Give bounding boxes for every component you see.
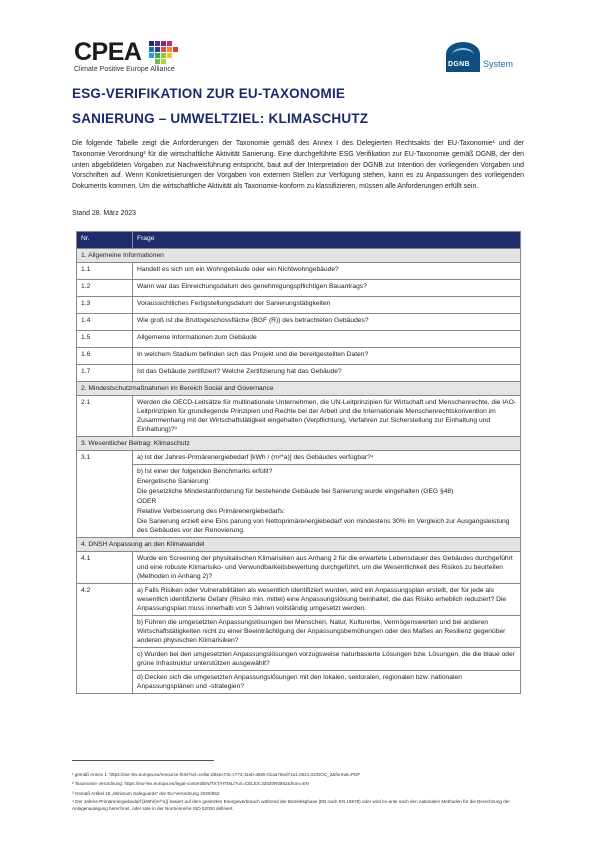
intro-paragraph: Die folgende Tabelle zeigt die Anforderungen der Taxonomie gemäß des Annex I des Delegierten Rechtsakts der EU-Taxonomie¹ und der Taxonomie Verordnung² für die wirtschaftliche Aktivität Sanierung. Eine durchgeführte ESG Verifikation zur EU-Taxonomie gemäß DGNB, der den unten abgebildeten Vorgaben zur Nachweisführung entspricht, baut auf der Interpretation der DGNB zur Intention der vorliegenden Vorgaben und Vorschriften auf. Wenn Konkretisierungen der Vorgaben von externen Stellen zur Verfügung stehen, kann es zu Anpassungen des vorliegenden Dokuments kommen. Um die wirtschaftliche Aktivität als Taxonomie-konform zu klassifizieren, müssen alle Anforderungen erfüllt sein. bbox=[72, 140, 524, 191]
row-question: Handelt es sich um ein Wohngebäude oder ein Nichtwohngebäude? bbox=[133, 263, 521, 280]
table-row bbox=[77, 584, 521, 694]
dgnb-mark-label: DGNB bbox=[448, 61, 470, 68]
table-row bbox=[77, 297, 521, 314]
section-title: 4. DNSH Anpassung an den Klimawandel bbox=[77, 538, 521, 552]
section-row bbox=[77, 437, 521, 451]
row-question: Ist das Gebäude zertifiziert? Welche Zertifizierung hat das Gebäude? bbox=[133, 365, 521, 382]
row-question: Wurde ein Screening der physikalischen Klimarisiken aus Anhang 2 für die erwartete Lebensdauer des Gebäudes durchgeführt und eine robuste Klimarisiko- und Verwundbarkeitsbewertung durchgeführt, um die Wesentlichkeit des Risikos zu beurteilen (Methoden in Anhang 2)? bbox=[133, 552, 521, 584]
footnote: ² Taxonomie Verordnung: https://eur-lex.europa.eu/legal-content/EN/TXT/HTML/?uri=CELEX:32020R0852&from=EN bbox=[72, 781, 309, 787]
question-part-a: a) Falls Risiken oder Vulnerabilitäten als wesentlich identifiziert wurden, wird ein Anpassungsplan erstellt, der für jede als wesentlich identifizierte Gefahr (Risiko min. mittel) eine Anpassungslösung beinhaltet, die das Risiko erheblich reduziert? Die Anpassungsplan muss innerhalb von 5 Jahren vollständig umgesetzt werden. bbox=[133, 584, 520, 616]
benchmark-heading-energetic: Energetische Sanierung: bbox=[137, 478, 211, 485]
table-row bbox=[77, 396, 521, 437]
row-question: Wie groß ist die Bruttogeschossfläche (BGF (R)) des betrachteten Gebäudes? bbox=[133, 314, 521, 331]
footnote: ³ Gemäß Artikel 18 „Minimum Safeguards" der EU-Verordnung 2020/852 bbox=[72, 790, 220, 796]
section-row bbox=[77, 538, 521, 552]
row-number: 1.1 bbox=[77, 263, 133, 280]
question-part-c: c) Wurden bei den umgesetzten Anpassungslösungen vorzugsweise naturbasierte Lösungen bzw. Lösungen, die die blaue oder grüne Infrastruktur unterstützen ausgewählt? bbox=[133, 648, 520, 671]
footnote: ¹ gemäß Annex 1: https://eur-lex.europa.eu/resource.html?uri=cellar:d84ec73c-c773-11eb-a925-01aa75ed71a1.0021.02/DOC_2&format=PDF bbox=[72, 772, 361, 777]
dgnb-system-label: System bbox=[483, 59, 514, 69]
page-title: ESG-VERIFIKATION ZUR EU-TAXONOMIE bbox=[72, 86, 346, 101]
footnote-divider bbox=[72, 760, 214, 761]
row-question-group bbox=[133, 584, 521, 694]
table-header-row bbox=[77, 232, 521, 249]
row-question: Voraussichtliches Fertigstellungsdatum der Sanierungstätigkeiten bbox=[133, 297, 521, 314]
row-number: 1.2 bbox=[77, 280, 133, 297]
section-row bbox=[77, 249, 521, 263]
cpea-logo-word: CPEA bbox=[74, 38, 142, 66]
section-title: 3. Wesentlicher Beitrag: Klimaschutz bbox=[77, 437, 521, 451]
requirements-table bbox=[76, 231, 521, 694]
question-part-a: a) Ist der Jahres-Primärenergiebedarf [kWh / (m²*a)] des Gebäudes verfügbar?⁴ bbox=[133, 451, 520, 465]
question-part-b: b) Führen die umgesetzten Anpassungslösungen bei Menschen, Natur, Kulturerbe, Vermögenswerten und bei anderen Wirtschaftstätigkeiten nicht zu einer Beeinträchtigung der Anpassungsbemühungen oder des Maßes an Resilienz gegenüber anderen physischen Klimarisiken? bbox=[133, 616, 520, 648]
dgnb-logo bbox=[446, 42, 526, 76]
section-title: 1. Allgemeine Informationen bbox=[77, 249, 521, 263]
row-number: 1.7 bbox=[77, 365, 133, 382]
row-number: 3.1 bbox=[77, 451, 133, 538]
row-question: Werden die OECD-Leitsätze für multinationale Unternehmen, die UN-Leitprinzipien für Wirtschaft und Menschenrechte, die IAO-Leitprinzipien für grundlegende Prinzipien und Rechte bei der Arbeit und die Internationale Menschenrechtskonvention im Zusammenhang mit der Wirtschaftstätigkeit eingehalten (Verpflichtung, Verfahren zur Sicherstellung zur Einhaltung und Einhaltung)?³ bbox=[133, 396, 521, 437]
row-number: 4.2 bbox=[77, 584, 133, 694]
table-row bbox=[77, 280, 521, 297]
cpea-logo-subtitle: Climate Positive Europe Alliance bbox=[74, 66, 175, 73]
question-part-b bbox=[133, 465, 520, 537]
benchmark-question: b) Ist einer der folgenden Benchmarks erfüllt? bbox=[137, 468, 273, 475]
row-number: 2.1 bbox=[77, 396, 133, 437]
column-header-frage: Frage bbox=[133, 232, 521, 249]
row-question-group bbox=[133, 451, 521, 538]
row-number: 1.4 bbox=[77, 314, 133, 331]
table-row bbox=[77, 314, 521, 331]
footnotes bbox=[72, 770, 532, 812]
benchmark-text-energetic: Die gesetzliche Mindestanforderung für bestehende Gebäude bei Sanierung wurde eingehalten (GEG §48) bbox=[137, 488, 454, 495]
question-part-d: d) Decken sich die umgesetzten Anpassungslösungen mit den lokalen, sektoralen, regionalen bzw. nationalen Anpassungsplänen und -strategien? bbox=[137, 674, 462, 690]
row-question: Wann war das Einreichungsdatum des genehmigungspflichtigen Bauantrags? bbox=[133, 280, 521, 297]
table-row bbox=[77, 552, 521, 584]
row-question: In welchem Stadium befinden sich das Projekt und die bereitgestellten Daten? bbox=[133, 348, 521, 365]
table-row bbox=[77, 331, 521, 348]
row-number: 1.3 bbox=[77, 297, 133, 314]
row-number: 1.5 bbox=[77, 331, 133, 348]
document-date: Stand 28. März 2023 bbox=[72, 210, 136, 217]
row-question: Allgemeine Informationen zum Gebäude bbox=[133, 331, 521, 348]
footnote: ⁴ Der Jahres-Primärenergiebedarf [kWh/(m²*a)] basiert auf dem gesetzten Energieverbrauch während der Betriebsphase (EB nach EN 15978) oder wird ex-ante nach den nationalen Methoden für die Berechnung der Anlagenaulegung berechnet, oder sole in der Normenreihe ISO 52000 definiert. bbox=[72, 799, 510, 812]
section-row bbox=[77, 382, 521, 396]
table-row bbox=[77, 348, 521, 365]
row-number: 4.1 bbox=[77, 552, 133, 584]
table-row bbox=[77, 365, 521, 382]
dgnb-mark-icon bbox=[446, 42, 480, 72]
benchmark-or: ODER bbox=[137, 498, 157, 505]
cpea-logo bbox=[74, 38, 194, 78]
table-row bbox=[77, 263, 521, 280]
column-header-nr: Nr. bbox=[77, 232, 133, 249]
benchmark-text-relative: Die Sanierung erzielt eine Eins parung von Nettoprimärenergiebedarf von mindestens 30% im Vergleich zur Ausgangsleistung des Gebäudes vor der Renovierung. bbox=[137, 518, 510, 534]
section-title: 2. Mindestschutzmaßnahmen im Bereich Social and Governance bbox=[77, 382, 521, 396]
table-row bbox=[77, 451, 521, 538]
row-number: 1.6 bbox=[77, 348, 133, 365]
benchmark-heading-relative: Relative Verbesserung des Primärenergiebedarfs: bbox=[137, 508, 285, 515]
cpea-color-grid-icon bbox=[149, 41, 182, 63]
page-subtitle: SANIERUNG – UMWELTZIEL: KLIMASCHUTZ bbox=[72, 111, 369, 126]
